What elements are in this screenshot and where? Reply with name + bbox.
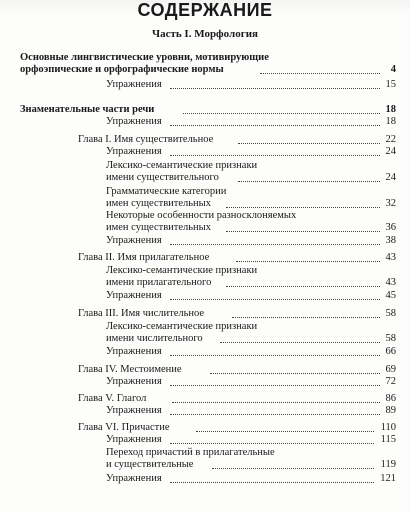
toc-entry-text: Глава II. Имя прилагательное [78,252,210,263]
toc-entry-page: 121 [380,473,396,484]
dot-leader [170,125,380,126]
toc-entry-text: Глава IV. Местоимение [78,364,182,375]
toc-entry-page: 18 [385,104,396,115]
toc-row [0,235,410,247]
toc-entry-text: Глава III. Имя числительное [78,308,205,319]
toc-row [0,210,410,222]
dot-leader [170,355,380,356]
toc-row [0,104,410,116]
dot-leader [170,414,380,415]
part-heading: Часть I. Морфология [152,28,258,40]
dot-leader [170,155,380,156]
toc-entry-text: Упражнения [106,376,162,387]
toc-entry-text: Упражнения [106,235,162,246]
toc-row [0,64,410,76]
toc-entry-page: 45 [385,290,396,301]
toc-entry-page: 4 [390,64,396,75]
toc-row [0,473,410,485]
dot-leader [170,88,380,89]
dot-leader [170,385,380,386]
toc-entry-page: 66 [385,346,396,357]
dot-leader [226,207,380,208]
toc-row [0,116,410,128]
toc-entry-text: имени числительного [106,333,203,344]
toc-row [0,405,410,417]
toc-entry-text: имен существительных [106,222,211,233]
toc-entry-page: 18 [385,116,396,127]
toc-entry-text: Упражнения [106,473,162,484]
dot-leader [172,402,380,403]
toc-row [0,134,410,146]
toc-row [0,79,410,91]
toc-entry-page: 72 [385,376,396,387]
toc-row [0,333,410,345]
toc-entry-text: имени прилагательного [106,277,212,288]
toc-row [0,277,410,289]
toc-entry-text: Лексико-семантические признаки [106,265,258,276]
toc-entry-page: 24 [385,172,396,183]
toc-entry-text: Глава I. Имя существительное [78,134,214,145]
toc-entry-text: Упражнения [106,346,162,357]
toc-entry-text: имени существительного [106,172,219,183]
toc-entry-page: 24 [385,146,396,157]
dot-leader [220,342,380,343]
dot-leader [183,113,380,114]
dot-leader [170,244,380,245]
toc-row [0,160,410,172]
toc-entry-text: Глава V. Глагол [78,393,147,404]
toc-row [0,321,410,333]
toc-row [0,222,410,234]
toc-row [0,172,410,184]
toc-entry-text: Знаменательные части речи [20,104,155,115]
toc-row [0,290,410,302]
toc-entry-page: 38 [385,235,396,246]
toc-entry-page: 43 [385,277,396,288]
toc-entry-text: Упражнения [106,434,162,445]
toc-row [0,186,410,198]
toc-entry-page: 15 [385,79,396,90]
toc-row [0,265,410,277]
dot-leader [170,482,374,483]
toc-entry-text: Упражнения [106,146,162,157]
toc-row [0,346,410,358]
toc-entry-page: 89 [385,405,396,416]
toc-entry-text: Переход причастий в прилагательные [106,447,275,458]
toc-row [0,459,410,471]
toc-entry-page: 58 [385,333,396,344]
toc-entry-text: имен существительных [106,198,211,209]
toc-entry-page: 115 [380,434,396,445]
dot-leader [210,373,380,374]
toc-entry-page: 36 [385,222,396,233]
toc-row [0,393,410,405]
toc-entry-page: 22 [385,134,396,145]
toc-row [0,308,410,320]
dot-leader [236,261,380,262]
dot-leader [238,143,380,144]
dot-leader [226,286,380,287]
toc-entry-text: и существительные [106,459,194,470]
toc-entry-page: 32 [385,198,396,209]
dot-leader [212,468,374,469]
toc-entry-text: орфоэпические и орфографические нормы [20,64,224,75]
toc-entry-text: Некоторые особенности разносклоняемых [106,210,297,221]
toc-entry-text: Упражнения [106,79,162,90]
toc-entry-page: 58 [385,308,396,319]
toc-row [0,422,410,434]
toc-entry-page: 69 [385,364,396,375]
dot-leader [260,73,380,74]
toc-entry-text: Упражнения [106,405,162,416]
toc-row [0,198,410,210]
dot-leader [170,299,380,300]
toc-entry-page: 119 [380,459,396,470]
toc-row [0,364,410,376]
toc-entry-text: Грамматические категории [106,186,227,197]
toc-entry-page: 86 [385,393,396,404]
dot-leader [226,231,380,232]
dot-leader [170,443,374,444]
toc-entry-text: Лексико-семантические признаки [106,160,258,171]
toc-row [0,434,410,446]
toc-row [0,252,410,264]
toc-entry-page: 110 [380,422,396,433]
toc-entry-text: Основные лингвистические уровни, мотивирующие [20,52,269,63]
dot-leader [232,317,380,318]
toc-entry-text: Глава VI. Причастие [78,422,170,433]
dot-leader [238,181,380,182]
dot-leader [196,431,374,432]
toc-entry-text: Лексико-семантические признаки [106,321,258,332]
toc-row [0,52,410,64]
toc-entry-text: Упражнения [106,290,162,301]
toc-row [0,146,410,158]
toc-row [0,376,410,388]
toc-row [0,447,410,459]
toc-entry-page: 43 [385,252,396,263]
page-title: СОДЕРЖАНИЕ [137,0,273,20]
toc-entry-text: Упражнения [106,116,162,127]
